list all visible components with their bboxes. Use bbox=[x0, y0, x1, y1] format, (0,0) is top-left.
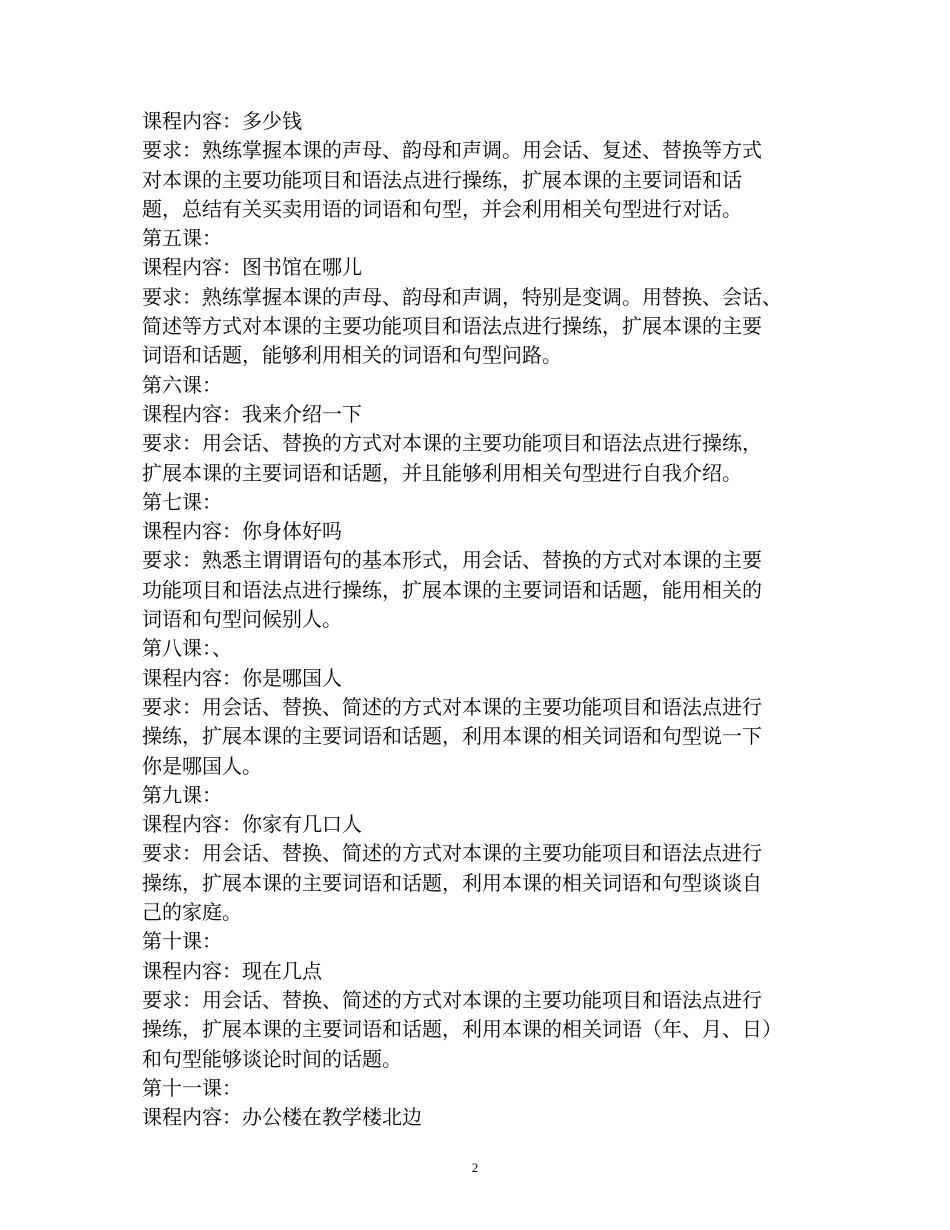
text-line: 词语和句型问候别人。 bbox=[142, 607, 342, 632]
text-line: 己的家庭。 bbox=[142, 900, 242, 925]
text-line: 要求：用会话、替换、简述的方式对本课的主要功能项目和语法点进行 bbox=[142, 841, 762, 866]
text-line: 课程内容：你家有几口人 bbox=[142, 812, 362, 837]
lesson-heading: 第十课： bbox=[142, 929, 222, 954]
text-line: 要求：熟练掌握本课的声母、韵母和声调，特别是变调。用替换、会话、 bbox=[142, 284, 782, 309]
text-line: 操练，扩展本课的主要词语和话题，利用本课的相关词语（年、月、日） bbox=[142, 1017, 782, 1042]
text-line: 你是哪国人。 bbox=[142, 753, 262, 778]
text-line: 课程内容：图书馆在哪儿 bbox=[142, 255, 362, 280]
text-line: 功能项目和语法点进行操练，扩展本课的主要词语和话题，能用相关的 bbox=[142, 577, 762, 602]
text-line: 题，总结有关买卖用语的词语和句型，并会利用相关句型进行对话。 bbox=[142, 196, 742, 221]
page-number: 2 bbox=[471, 1160, 479, 1175]
text-line: 操练，扩展本课的主要词语和话题，利用本课的相关词语和句型谈谈自 bbox=[142, 870, 762, 895]
text-line: 课程内容：多少钱 bbox=[142, 109, 302, 133]
text-line: 操练，扩展本课的主要词语和话题，利用本课的相关词语和句型说一下 bbox=[142, 724, 762, 749]
lesson-heading: 第六课： bbox=[142, 372, 222, 397]
text-line: 课程内容：你是哪国人 bbox=[142, 665, 342, 690]
lesson-heading: 第八课：、 bbox=[142, 636, 232, 661]
text-line: 词语和话题，能够利用相关的词语和句型问路。 bbox=[142, 343, 562, 368]
lesson-heading: 第十一课： bbox=[142, 1075, 242, 1100]
text-line: 课程内容：你身体好吗 bbox=[142, 519, 342, 544]
text-line: 要求：用会话、替换、简述的方式对本课的主要功能项目和语法点进行 bbox=[142, 694, 762, 719]
lesson-heading: 第五课： bbox=[142, 226, 222, 251]
text-line: 课程内容：我来介绍一下 bbox=[142, 401, 362, 426]
text-line: 对本课的主要功能项目和语法点进行操练，扩展本课的主要词语和话 bbox=[142, 167, 742, 192]
text-line: 简述等方式对本课的主要功能项目和语法点进行操练，扩展本课的主要 bbox=[142, 314, 762, 339]
text-line: 课程内容：现在几点 bbox=[142, 958, 322, 983]
text-line: 要求：熟悉主谓谓语句的基本形式，用会话、替换的方式对本课的主要 bbox=[142, 548, 762, 573]
lesson-heading: 第九课： bbox=[142, 782, 222, 807]
text-line: 扩展本课的主要词语和话题，并且能够利用相关句型进行自我介绍。 bbox=[142, 460, 742, 485]
text-line: 要求：用会话、替换、简述的方式对本课的主要功能项目和语法点进行 bbox=[142, 987, 762, 1012]
text-line: 课程内容：办公楼在教学楼北边 bbox=[142, 1105, 422, 1130]
text-line: 和句型能够谈论时间的话题。 bbox=[142, 1046, 402, 1071]
text-line: 要求：用会话、替换的方式对本课的主要功能项目和语法点进行操练， bbox=[142, 431, 762, 456]
lesson-heading: 第七课： bbox=[142, 489, 222, 514]
text-line: 要求：熟练掌握本课的声母、韵母和声调。用会话、复述、替换等方式 bbox=[142, 138, 762, 163]
body-text bbox=[142, 107, 822, 1132]
